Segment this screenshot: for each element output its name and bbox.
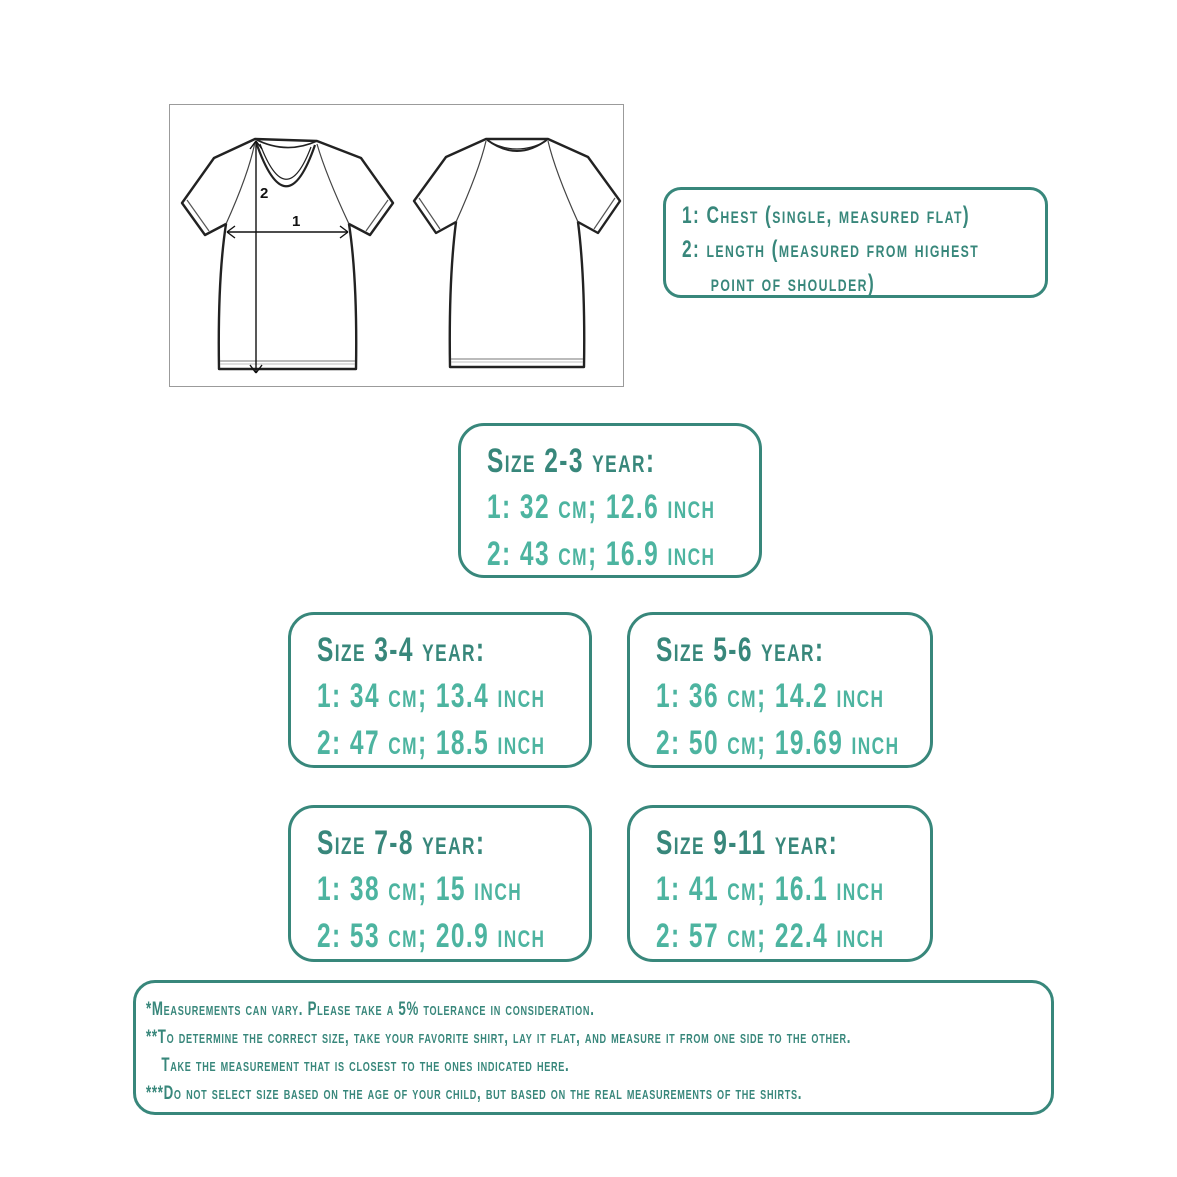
size-box-9-11-year (627, 805, 933, 962)
size-box-7-8-year (288, 805, 592, 962)
note-how-to-measure: **To determine the correct size, take your favorite shirt, lay it flat, and measure it from one side to the other. (146, 1027, 852, 1048)
note-how-to-measure-cont: Take the measurement that is closest to the ones indicated here. (161, 1055, 570, 1076)
note-tolerance: *Measurements can vary. Please take a 5% tolerance in consideration. (146, 999, 595, 1020)
size-title: Size 9-11 year: (656, 824, 839, 862)
size-title: Size 7-8 year: (317, 824, 486, 862)
note-age-warning: ***Do not select size based on the age of your child, but based on the real measurements of the shirts. (146, 1083, 803, 1104)
size-title: Size 5-6 year: (656, 631, 825, 669)
tshirt-diagram-svg (170, 105, 623, 386)
tshirt-diagram (169, 104, 624, 387)
chest-marker-label: 1 (292, 213, 301, 230)
notes-box (133, 980, 1054, 1115)
chest-measurement: 1: 36 cm; 14.2 inch (656, 677, 885, 715)
size-title: Size 3-4 year: (317, 631, 486, 669)
legend-line-length: 2: length (measured from highest (682, 236, 980, 263)
size-box-3-4-year (288, 612, 592, 768)
chest-measurement: 1: 41 cm; 16.1 inch (656, 870, 885, 908)
legend-line-chest: 1: Chest (single, measured flat) (682, 202, 971, 229)
size-title: Size 2-3 year: (487, 442, 656, 480)
tshirt-front (182, 139, 393, 369)
length-measurement: 2: 47 cm; 18.5 inch (317, 724, 546, 762)
length-marker-label: 2 (260, 185, 269, 202)
measurement-legend-box (663, 187, 1048, 298)
length-measurement: 2: 53 cm; 20.9 inch (317, 917, 546, 955)
length-measurement: 2: 50 cm; 19.69 inch (656, 724, 900, 762)
legend-line-length-cont: point of shoulder) (710, 270, 876, 297)
length-measurement: 2: 57 cm; 22.4 inch (656, 917, 885, 955)
length-measurement: 2: 43 cm; 16.9 inch (487, 535, 716, 573)
chest-measurement: 1: 38 cm; 15 inch (317, 870, 523, 908)
size-box-2-3-year (458, 423, 762, 578)
chest-measurement: 1: 32 cm; 12.6 inch (487, 488, 716, 526)
size-box-5-6-year (627, 612, 933, 768)
chest-measurement: 1: 34 cm; 13.4 inch (317, 677, 546, 715)
tshirt-back (414, 139, 620, 367)
